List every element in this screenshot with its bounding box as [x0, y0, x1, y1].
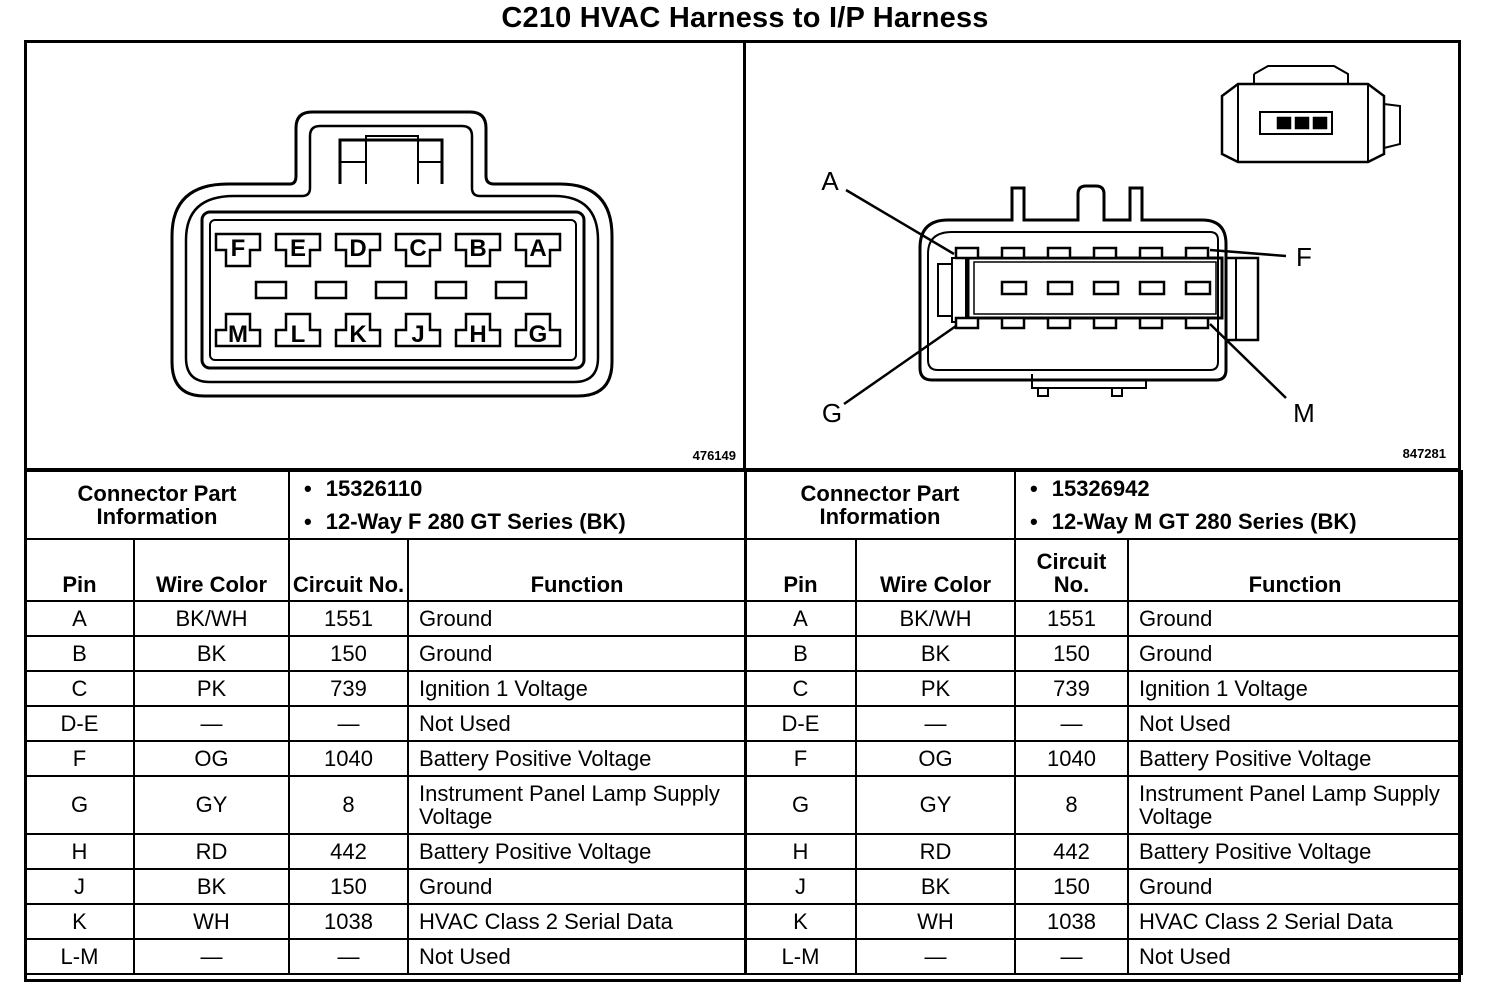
wire-color-cell: PK — [134, 671, 289, 706]
circuit-cell: 150 — [289, 869, 408, 904]
pin-label-k: K — [349, 321, 367, 348]
connector-thumbnail — [1222, 66, 1400, 162]
connector-info-label: Connector Part Information — [25, 471, 289, 539]
pin-cell: C — [745, 671, 856, 706]
wire-color-cell: GY — [856, 776, 1015, 834]
pin-label-d: D — [349, 235, 367, 262]
wire-color-cell: RD — [856, 834, 1015, 869]
wire-color-cell: BK/WH — [856, 601, 1015, 636]
pin-label-a: A — [529, 235, 547, 262]
table-header-row — [745, 539, 1462, 601]
function-cell: Ground — [1128, 869, 1462, 904]
circuit-cell: 150 — [289, 636, 408, 671]
function-cell: Ground — [408, 636, 746, 671]
function-cell: Ground — [408, 869, 746, 904]
pin-cell: C — [25, 671, 134, 706]
circuit-cell: 150 — [1015, 869, 1128, 904]
callout-g: G — [821, 398, 843, 428]
connector-info-row — [745, 471, 1462, 539]
table-row — [25, 636, 746, 671]
connector-info-row — [25, 471, 746, 539]
pin-label-h: H — [469, 321, 487, 348]
table-row — [745, 939, 1462, 974]
wire-color-cell: PK — [856, 671, 1015, 706]
callout-a: A — [821, 166, 839, 196]
circuit-cell: 8 — [1015, 776, 1128, 834]
header-circuit: Circuit No. — [289, 539, 408, 601]
wire-color-cell: — — [856, 706, 1015, 741]
wire-color-cell: BK — [856, 636, 1015, 671]
pin-label-j: J — [411, 321, 425, 348]
part-number: • 15326942 — [1056, 472, 1461, 505]
table-row — [745, 601, 1462, 636]
circuit-cell: 150 — [1015, 636, 1128, 671]
function-cell: Ground — [1128, 636, 1462, 671]
wire-color-cell: BK — [134, 636, 289, 671]
table-row — [25, 869, 746, 904]
table-row — [25, 671, 746, 706]
function-cell: Not Used — [1128, 939, 1462, 974]
circuit-cell: — — [1015, 939, 1128, 974]
pin-cell: D-E — [745, 706, 856, 741]
circuit-cell: 442 — [1015, 834, 1128, 869]
wire-color-cell: OG — [134, 741, 289, 776]
male-connector-drawing — [748, 44, 1458, 467]
pin-cell: F — [25, 741, 134, 776]
pin-label-c: C — [409, 235, 427, 262]
pin-label-g: G — [528, 321, 548, 348]
pin-cell: J — [25, 869, 134, 904]
table-row — [25, 741, 746, 776]
pin-label-b: B — [469, 235, 487, 262]
pin-cell: D-E — [25, 706, 134, 741]
callout-f: F — [1296, 242, 1312, 272]
function-cell: Battery Positive Voltage — [408, 834, 746, 869]
table-row — [25, 706, 746, 741]
function-cell: Ignition 1 Voltage — [408, 671, 746, 706]
circuit-cell: 1040 — [289, 741, 408, 776]
pinout-table-male-body — [745, 471, 1462, 974]
wire-color-cell: GY — [134, 776, 289, 834]
table-row — [25, 834, 746, 869]
pin-cell: H — [745, 834, 856, 869]
circuit-cell: 1038 — [1015, 904, 1128, 939]
function-cell: Battery Positive Voltage — [1128, 741, 1462, 776]
function-cell: Ground — [408, 601, 746, 636]
part-series: • 12-Way F 280 GT Series (BK) — [330, 505, 745, 538]
table-row — [745, 636, 1462, 671]
function-cell: Not Used — [408, 939, 746, 974]
wire-color-cell: — — [856, 939, 1015, 974]
wire-color-cell: OG — [856, 741, 1015, 776]
table-row — [25, 904, 746, 939]
pinout-table-male — [744, 470, 1463, 975]
header-pin: Pin — [25, 539, 134, 601]
table-row — [25, 939, 746, 974]
function-cell: HVAC Class 2 Serial Data — [408, 904, 746, 939]
connector-info-values — [1015, 471, 1462, 539]
pin-cell: G — [745, 776, 856, 834]
connector-info-label: Connector Part Information — [745, 471, 1015, 539]
function-cell: Battery Positive Voltage — [408, 741, 746, 776]
female-connector-diagram — [28, 44, 742, 467]
function-cell: Not Used — [1128, 706, 1462, 741]
figure-id-right: 847281 — [1402, 446, 1446, 461]
male-connector-diagram — [748, 44, 1458, 467]
pin-cell: G — [25, 776, 134, 834]
pin-cell: J — [745, 869, 856, 904]
header-function: Function — [408, 539, 746, 601]
function-cell: Ignition 1 Voltage — [1128, 671, 1462, 706]
table-row — [745, 741, 1462, 776]
connector-info-values — [289, 471, 746, 539]
figure-id-left: 476149 — [692, 448, 736, 463]
circuit-cell: 739 — [289, 671, 408, 706]
wire-color-cell: WH — [134, 904, 289, 939]
circuit-cell: 442 — [289, 834, 408, 869]
female-connector-drawing — [28, 44, 742, 467]
function-cell: HVAC Class 2 Serial Data — [1128, 904, 1462, 939]
pinout-table-female — [24, 470, 747, 975]
pinout-table-female-body — [25, 471, 746, 974]
table-row — [25, 601, 746, 636]
pin-label-e: E — [289, 235, 307, 262]
wire-color-cell: — — [134, 939, 289, 974]
pin-cell: H — [25, 834, 134, 869]
function-cell: Instrument Panel Lamp Supply Voltage — [1128, 776, 1462, 834]
wire-color-cell: BK/WH — [134, 601, 289, 636]
circuit-cell: 1551 — [289, 601, 408, 636]
table-row — [745, 834, 1462, 869]
circuit-cell: — — [1015, 706, 1128, 741]
function-cell: Battery Positive Voltage — [1128, 834, 1462, 869]
pin-label-f: F — [230, 235, 246, 262]
function-cell: Not Used — [408, 706, 746, 741]
header-wire-color: Wire Color — [134, 539, 289, 601]
table-header-row — [25, 539, 746, 601]
table-row — [745, 869, 1462, 904]
circuit-cell: 1038 — [289, 904, 408, 939]
circuit-cell: 8 — [289, 776, 408, 834]
pin-cell: A — [25, 601, 134, 636]
circuit-cell: 739 — [1015, 671, 1128, 706]
pin-cell: A — [745, 601, 856, 636]
circuit-cell: — — [289, 939, 408, 974]
table-row — [745, 671, 1462, 706]
pin-cell: B — [25, 636, 134, 671]
wire-color-cell: WH — [856, 904, 1015, 939]
header-function: Function — [1128, 539, 1462, 601]
pin-cell: L-M — [25, 939, 134, 974]
table-row — [25, 776, 746, 834]
pin-cell: K — [745, 904, 856, 939]
pin-cell: F — [745, 741, 856, 776]
callout-m: M — [1293, 398, 1315, 428]
wire-color-cell: BK — [856, 869, 1015, 904]
wire-color-cell: RD — [134, 834, 289, 869]
pin-label-l: L — [290, 321, 306, 348]
circuit-cell: 1040 — [1015, 741, 1128, 776]
page-title: C210 HVAC Harness to I/P Harness — [501, 2, 989, 34]
circuit-cell: — — [289, 706, 408, 741]
part-series: • 12-Way M GT 280 Series (BK) — [1056, 505, 1461, 538]
header-circuit: Circuit No. — [1015, 539, 1128, 601]
table-row — [745, 776, 1462, 834]
pin-cell: B — [745, 636, 856, 671]
header-pin: Pin — [745, 539, 856, 601]
function-cell: Instrument Panel Lamp Supply Voltage — [408, 776, 746, 834]
circuit-cell: 1551 — [1015, 601, 1128, 636]
pin-cell: K — [25, 904, 134, 939]
vertical-divider — [743, 40, 746, 470]
part-number: • 15326110 — [330, 472, 745, 505]
header-wire-color: Wire Color — [856, 539, 1015, 601]
table-row — [745, 706, 1462, 741]
pin-cell: L-M — [745, 939, 856, 974]
wire-color-cell: BK — [134, 869, 289, 904]
function-cell: Ground — [1128, 601, 1462, 636]
table-row — [745, 904, 1462, 939]
pin-label-m: M — [228, 321, 248, 348]
wire-color-cell: — — [134, 706, 289, 741]
